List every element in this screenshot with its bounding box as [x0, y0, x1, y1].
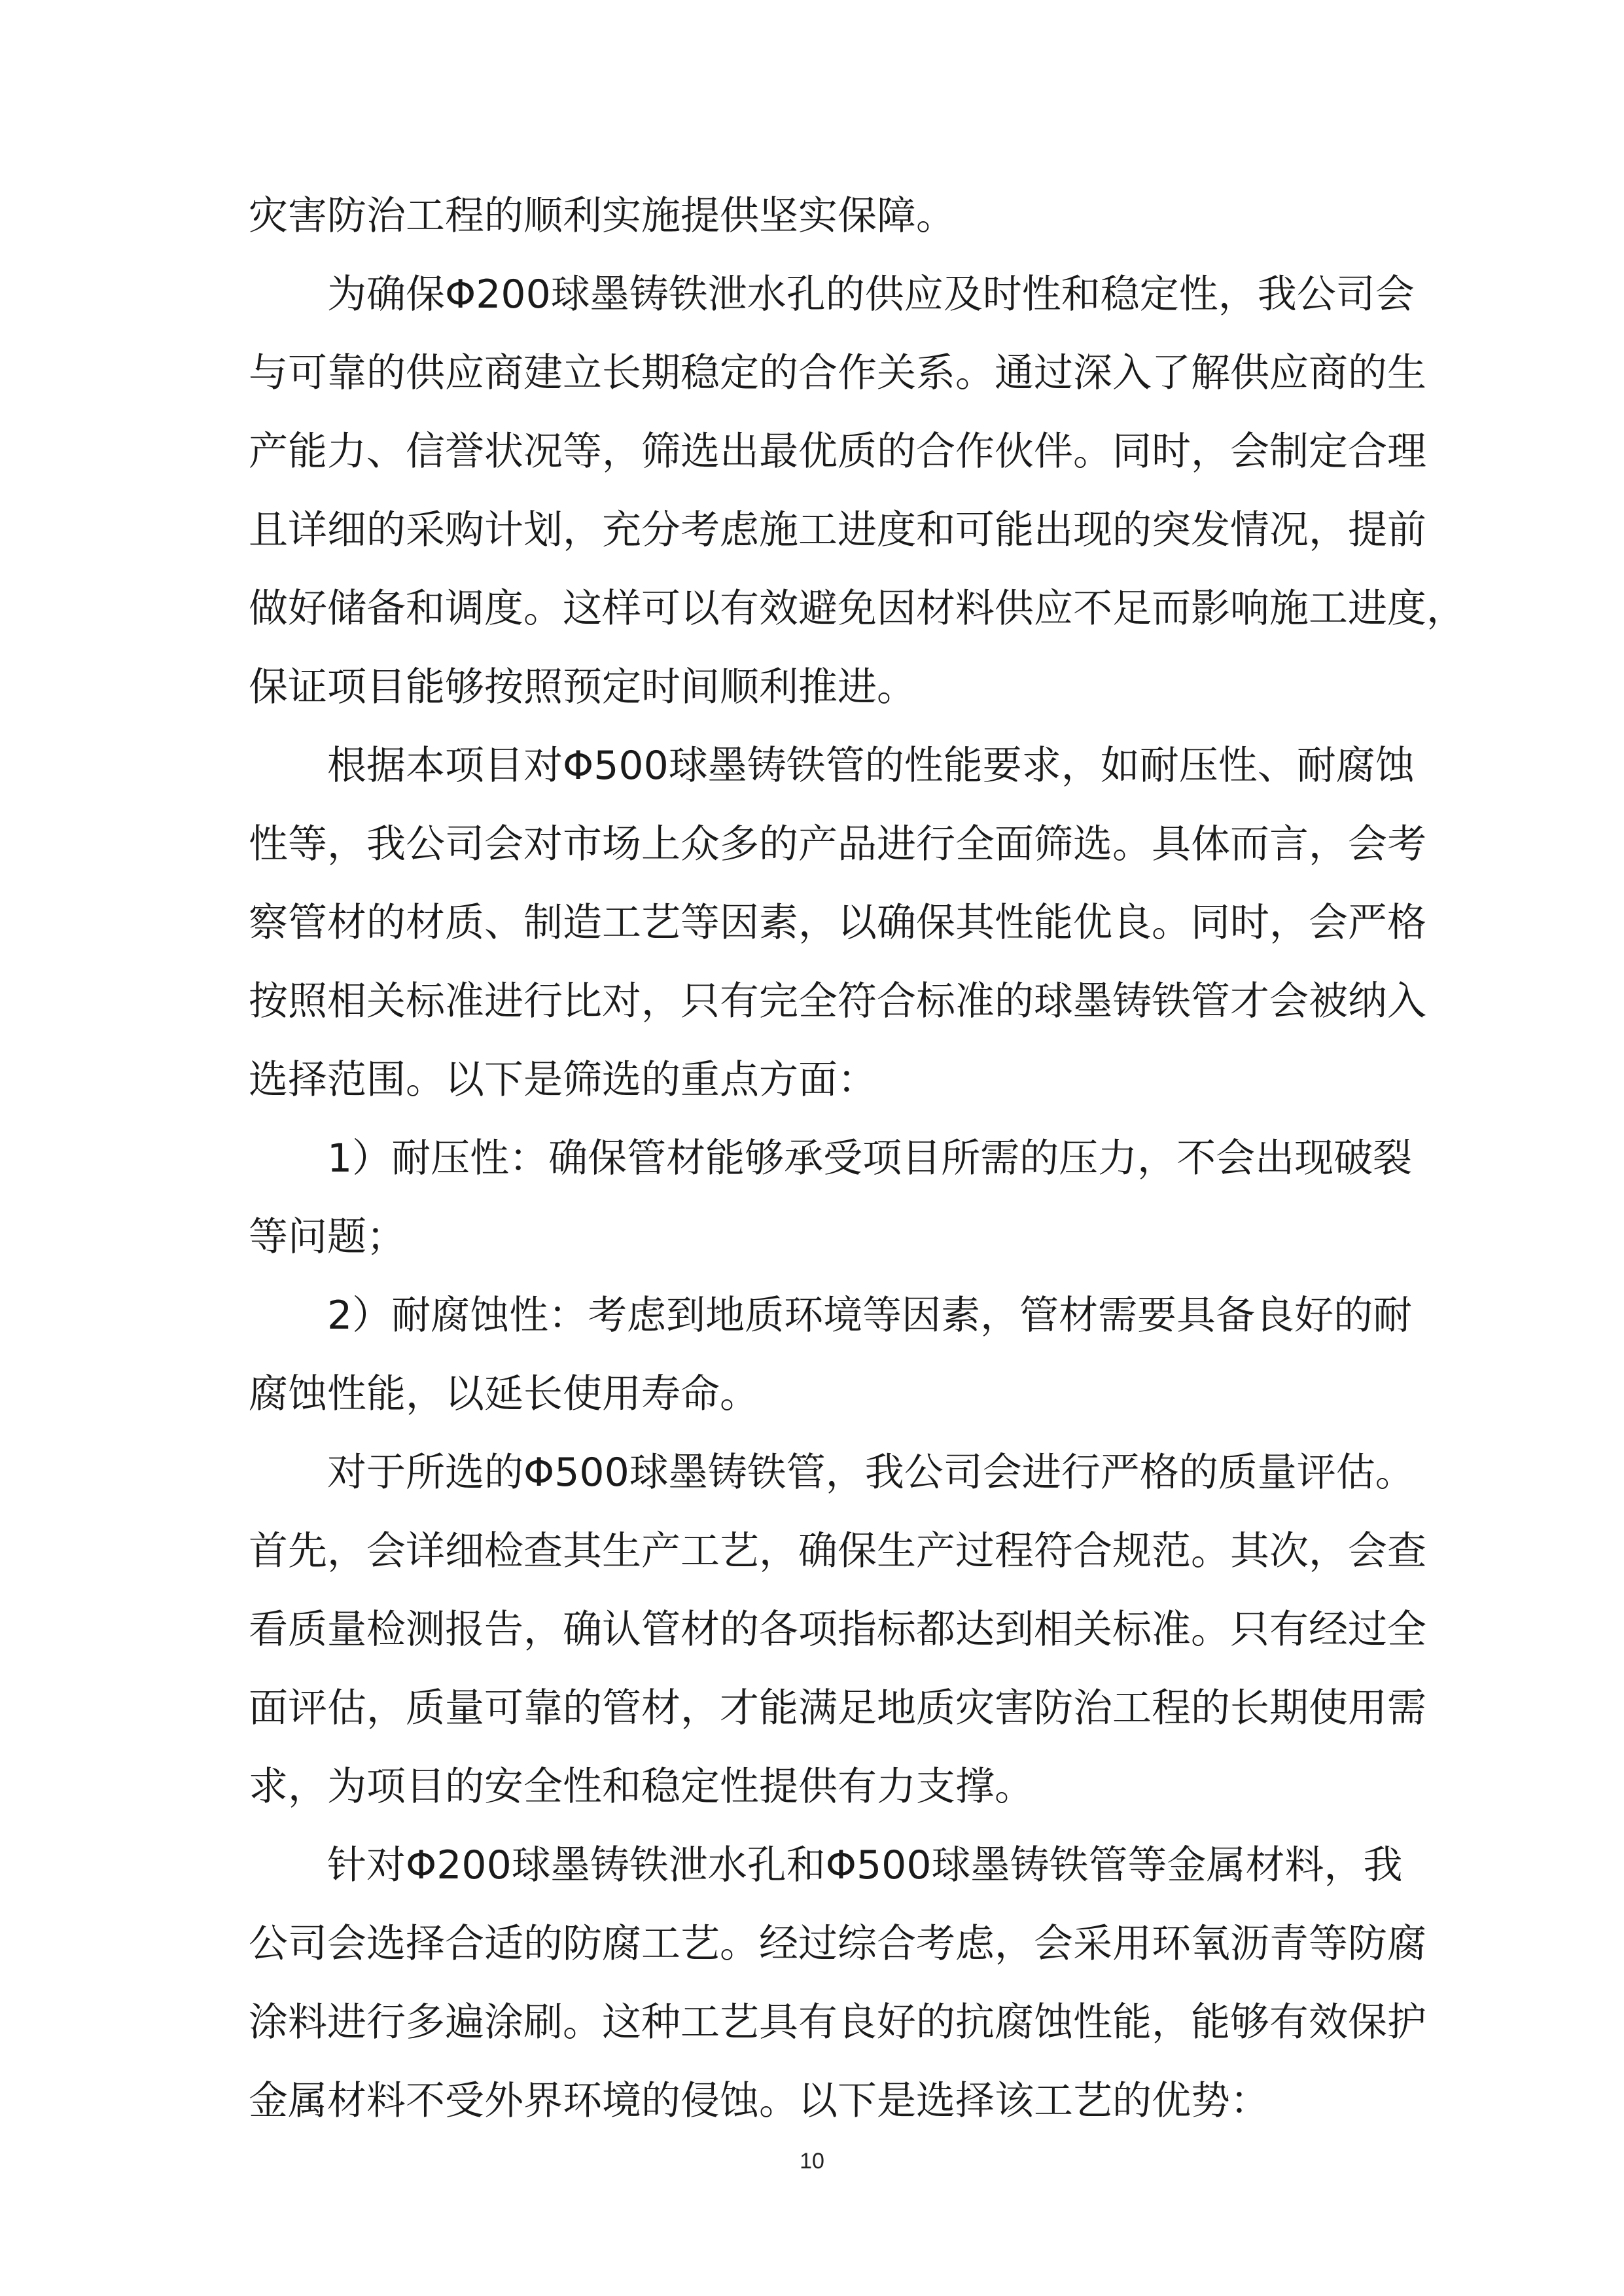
text-line: 1）耐压性：确保管材能够承受项目所需的压力，不会出现破裂 [327, 1136, 1413, 1181]
page-number: 10 [800, 2149, 824, 2174]
text-line: 根据本项目对Φ500球墨铸铁管的性能要求，如耐压性、耐腐蚀 [327, 743, 1415, 789]
text-line: 做好储备和调度。这样可以有效避免因材料供应不足而影响施工进度， [249, 586, 1466, 632]
text-line: 察管材的材质、制造工艺等因素，以确保其性能优良。同时，会严格 [249, 900, 1426, 946]
text-line: 公司会选择合适的防腐工艺。经过综合考虑，会采用环氧沥青等防腐 [249, 1921, 1426, 1967]
text-line: 产能力、信誉状况等，筛选出最优质的合作伙伴。同时，会制定合理 [249, 429, 1426, 475]
text-line: 针对Φ200球墨铸铁泄水孔和Φ500球墨铸铁管等金属材料，我 [327, 1842, 1403, 1888]
text-line: 灾害防治工程的顺利实施提供坚实保障。 [249, 193, 955, 239]
text-line: 保证项目能够按照预定时间顺利推进。 [249, 664, 916, 710]
text-line: 性等，我公司会对市场上众多的产品进行全面筛选。具体而言，会考 [249, 821, 1426, 867]
text-line: 首先，会详细检查其生产工艺，确保生产过程符合规范。其次，会查 [249, 1528, 1426, 1574]
text-line: 2）耐腐蚀性：考虑到地质环境等因素，管材需要具备良好的耐 [327, 1293, 1413, 1338]
text-line: 金属材料不受外界环境的侵蚀。以下是选择该工艺的优势： [249, 2078, 1269, 2124]
text-line: 选择范围。以下是筛选的重点方面： [249, 1057, 877, 1103]
text-line: 面评估，质量可靠的管材，才能满足地质灾害防治工程的长期使用需 [249, 1685, 1426, 1731]
text-line: 涂料进行多遍涂刷。这种工艺具有良好的抗腐蚀性能，能够有效保护 [249, 2000, 1426, 2045]
text-line: 看质量检测报告，确认管材的各项指标都达到相关标准。只有经过全 [249, 1607, 1426, 1653]
text-line: 对于所选的Φ500球墨铸铁管，我公司会进行严格的质量评估。 [327, 1450, 1415, 1496]
text-line: 等问题； [249, 1214, 406, 1260]
text-line: 求，为项目的安全性和稳定性提供有力支撑。 [249, 1764, 1034, 1810]
text-line: 与可靠的供应商建立长期稳定的合作关系。通过深入了解供应商的生 [249, 350, 1426, 396]
text-line: 腐蚀性能，以延长使用寿命。 [249, 1371, 759, 1417]
text-line: 为确保Φ200球墨铸铁泄水孔的供应及时性和稳定性，我公司会 [327, 272, 1415, 317]
text-line: 按照相关标准进行比对，只有完全符合标准的球墨铸铁管才会被纳入 [249, 978, 1426, 1024]
text-line: 且详细的采购计划，充分考虑施工进度和可能出现的突发情况，提前 [249, 507, 1426, 553]
